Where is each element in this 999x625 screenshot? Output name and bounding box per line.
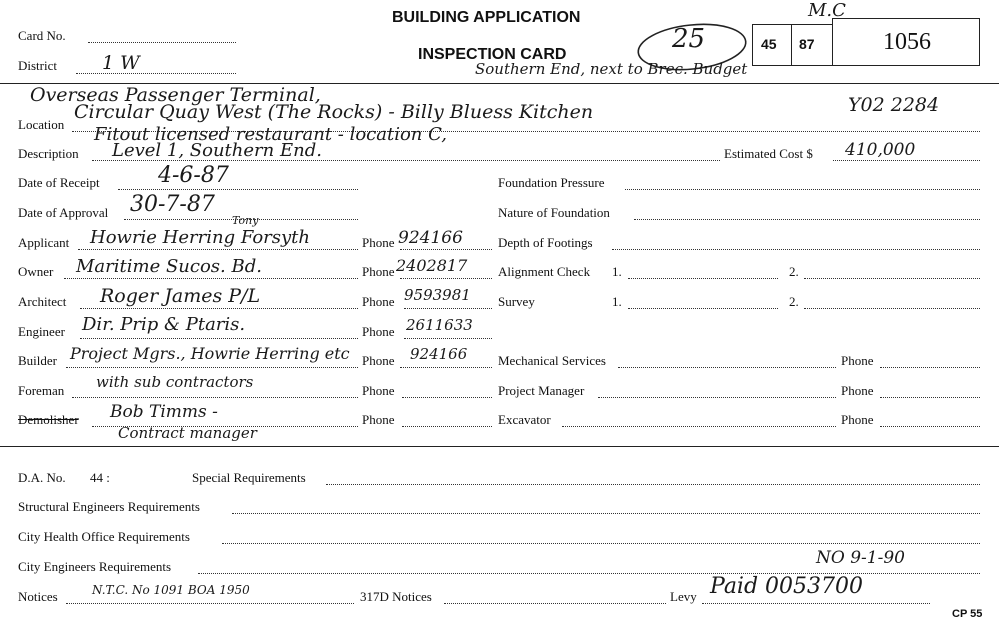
project-manager-field[interactable]: [598, 397, 836, 398]
date-approval-label: Date of Approval: [18, 205, 109, 220]
survey-label: Survey: [498, 294, 535, 309]
estimated-cost-label: Estimated Cost $: [724, 146, 813, 161]
box-b-value: 87: [799, 36, 815, 52]
builder-field[interactable]: [66, 367, 358, 368]
lower-divider: [0, 446, 999, 447]
owner-field[interactable]: [64, 278, 358, 279]
notices-field[interactable]: [66, 603, 354, 604]
structural-req-field[interactable]: [232, 513, 980, 514]
applicant-phone-label: Phone: [362, 235, 395, 250]
foundation-pressure-label: Foundation Pressure: [498, 175, 605, 190]
project-manager-label: Project Manager: [498, 383, 585, 398]
survey-one-field[interactable]: [628, 308, 778, 309]
mechanical-phone-field[interactable]: [880, 367, 980, 368]
excavator-phone-field[interactable]: [880, 426, 980, 427]
applicant-field[interactable]: [78, 249, 358, 250]
location-line1: Circular Quay West (The Rocks) - Billy Bluess Kitchen: [74, 101, 594, 123]
notices-label: Notices: [18, 589, 58, 604]
nature-foundation-field[interactable]: [634, 219, 980, 220]
architect-phone-field[interactable]: [404, 308, 492, 309]
levy-label: Levy: [670, 589, 697, 604]
notices-317d-field[interactable]: [444, 603, 666, 604]
owner-label: Owner: [18, 264, 54, 279]
district-value: 1 W: [102, 52, 140, 74]
date-receipt-value: 4-6-87: [158, 163, 229, 188]
alignment-one-label: 1.: [612, 264, 622, 279]
date-approval-value: 30-7-87: [130, 192, 215, 217]
title-line1: BUILDING APPLICATION: [392, 9, 581, 26]
depth-footings-label: Depth of Footings: [498, 235, 593, 250]
location-line0: Overseas Passenger Terminal,: [30, 84, 321, 106]
foundation-pressure-field[interactable]: [625, 189, 980, 190]
engineer-value: Dir. Prip & Ptaris.: [82, 314, 246, 335]
engineer-phone-label: Phone: [362, 324, 395, 339]
survey-two-field[interactable]: [804, 308, 980, 309]
card-number: 1056: [883, 29, 931, 55]
alignment-one-field[interactable]: [628, 278, 778, 279]
notices-value: N.T.C. No 1091 BOA 1950: [92, 583, 250, 597]
engineer-phone-value: 2611633: [406, 316, 473, 334]
da-no-label: D.A. No.: [18, 470, 66, 485]
title-line2: INSPECTION CARD: [418, 46, 567, 63]
applicant-value: Howrie Herring Forsyth: [90, 227, 311, 248]
owner-value: Maritime Sucos. Bd.: [76, 256, 262, 277]
architect-phone-label: Phone: [362, 294, 395, 309]
form-code: CP 55: [952, 608, 983, 620]
alignment-check-label: Alignment Check: [498, 264, 591, 279]
circled-number: 25: [672, 24, 706, 54]
district-field[interactable]: [76, 73, 236, 74]
levy-field[interactable]: [702, 603, 930, 604]
structural-req-label: Structural Engineers Requirements: [18, 499, 200, 514]
owner-phone-field[interactable]: [400, 278, 492, 279]
estimated-cost-field[interactable]: [833, 160, 980, 161]
city-eng-req-label: City Engineers Requirements: [18, 559, 172, 574]
date-receipt-label: Date of Receipt: [18, 175, 100, 190]
card-no-field[interactable]: [88, 42, 236, 43]
mechanical-field[interactable]: [618, 367, 836, 368]
engineer-field[interactable]: [80, 338, 358, 339]
special-req-label: Special Requirements: [192, 470, 306, 485]
builder-label: Builder: [18, 353, 57, 368]
engineer-label: Engineer: [18, 324, 65, 339]
mechanical-phone-label: Phone: [841, 353, 874, 368]
foreman-field[interactable]: [72, 397, 358, 398]
description-line0: Fitout licensed restaurant - location C,: [94, 124, 447, 145]
project-manager-phone-label: Phone: [841, 383, 874, 398]
foreman-value: with sub contractors: [96, 373, 254, 391]
architect-field[interactable]: [80, 308, 358, 309]
box-a-value: 45: [761, 36, 777, 52]
excavator-label: Excavator: [498, 412, 551, 427]
project-manager-phone-field[interactable]: [880, 397, 980, 398]
applicant-label: Applicant: [18, 235, 70, 250]
health-req-label: City Health Office Requirements: [18, 529, 190, 544]
alignment-two-field[interactable]: [804, 278, 980, 279]
estimated-cost-value: 410,000: [845, 140, 916, 160]
engineer-phone-field[interactable]: [404, 338, 492, 339]
city-eng-note: NO 9-1-90: [816, 548, 905, 568]
alignment-two-label: 2.: [789, 264, 799, 279]
foreman-phone-field[interactable]: [402, 397, 492, 398]
demolisher-phone-field[interactable]: [402, 426, 492, 427]
card-no-label: Card No.: [18, 28, 66, 43]
mechanical-label: Mechanical Services: [498, 353, 606, 368]
nature-foundation-label: Nature of Foundation: [498, 205, 610, 220]
survey-one-label: 1.: [612, 294, 622, 309]
architect-label: Architect: [18, 294, 67, 309]
demolisher-value: Bob Timms -: [110, 402, 218, 422]
applicant-note: Tony: [232, 214, 259, 227]
da-no-value: 44 :: [90, 470, 110, 485]
district-label: District: [18, 58, 57, 73]
survey-two-label: 2.: [789, 294, 799, 309]
architect-phone-value: 9593981: [404, 286, 471, 304]
builder-phone-field[interactable]: [400, 367, 492, 368]
top-note: M.C: [808, 0, 846, 21]
date-receipt-field[interactable]: [118, 189, 358, 190]
owner-phone-value: 2402817: [396, 256, 468, 275]
demolisher-phone-label: Phone: [362, 412, 395, 427]
header-hand-note: Southern End, next to Brec. Budget: [475, 60, 748, 78]
demolisher-note: Contract manager: [118, 424, 257, 442]
demolisher-label: Demolisher: [18, 412, 79, 427]
depth-footings-field[interactable]: [612, 249, 980, 250]
health-req-field[interactable]: [222, 543, 980, 544]
applicant-phone-value: 924166: [398, 228, 463, 248]
architect-value: Roger James P/L: [100, 285, 261, 307]
special-req-field[interactable]: [326, 484, 980, 485]
levy-value: Paid 0053700: [710, 574, 864, 599]
builder-value: Project Mgrs., Howrie Herring etc: [70, 344, 350, 363]
description-line1: Level 1, Southern End.: [112, 140, 322, 161]
applicant-phone-field[interactable]: [400, 249, 492, 250]
location-code: Y02 2284: [848, 94, 940, 116]
excavator-field[interactable]: [562, 426, 836, 427]
owner-phone-label: Phone: [362, 264, 395, 279]
foreman-phone-label: Phone: [362, 383, 395, 398]
notices-317d-label: 317D Notices: [360, 589, 432, 604]
builder-phone-value: 924166: [410, 345, 468, 363]
builder-phone-label: Phone: [362, 353, 395, 368]
description-label: Description: [18, 146, 79, 161]
location-label: Location: [18, 117, 65, 132]
excavator-phone-label: Phone: [841, 412, 874, 427]
foreman-label: Foreman: [18, 383, 65, 398]
